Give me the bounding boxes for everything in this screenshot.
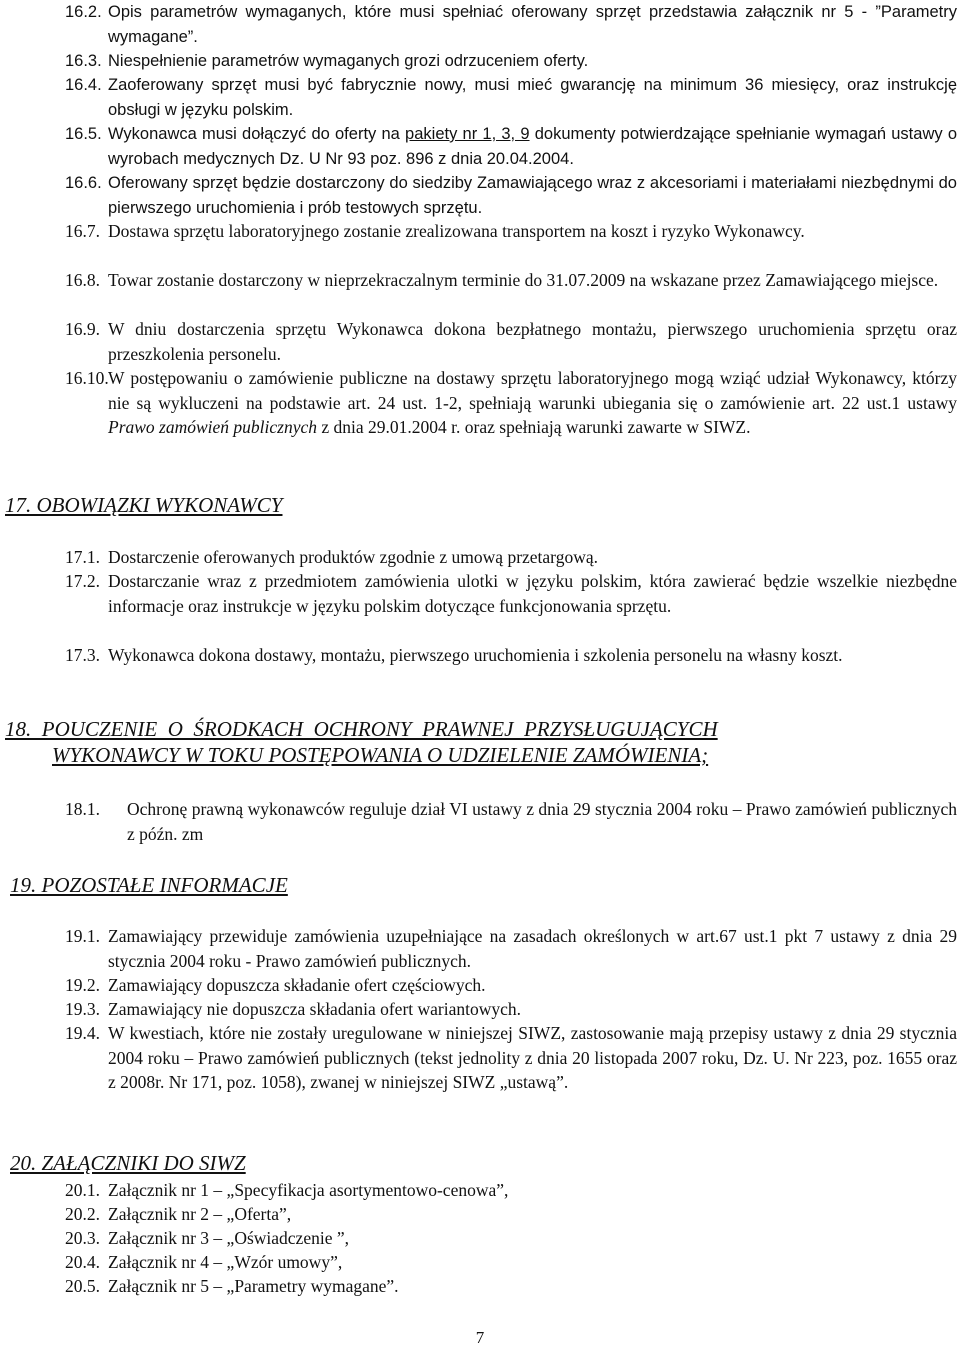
item-number: 20.1. xyxy=(65,1180,100,1200)
item-number: 16.6. xyxy=(65,174,102,192)
item-text: Niespełnienie parametrów wymaganych grozi odrzuceniem oferty. xyxy=(108,52,589,70)
item-text: Zamawiający przewiduje zamówienia uzupełniające na zasadach określonych w art.67 ust.1 pkt 7 ustawy z dnia 29 stycznia 2004 roku - Prawo zamówień publicznych. xyxy=(108,926,957,971)
item-16-2 xyxy=(65,0,957,49)
item-text: Ochronę prawną wykonawców reguluje dział VI ustawy z dnia 29 stycznia 2004 roku – Prawo zamówień publicznych z późn. zm xyxy=(127,799,957,844)
text-part: z dnia 29.01.2004 r. oraz spełniają warunki zawarte w SIWZ. xyxy=(317,417,751,437)
item-number: 20.2. xyxy=(65,1204,100,1224)
item-text: Dostawa sprzętu laboratoryjnego zostanie zrealizowana transportem na koszt i ryzyko Wykonawcy. xyxy=(108,221,805,241)
item-number: 19.1. xyxy=(65,926,100,946)
item-19-1 xyxy=(65,924,957,973)
item-number: 16.5. xyxy=(65,125,102,143)
item-number: 20.4. xyxy=(65,1252,100,1272)
item-number: 16.10. xyxy=(65,368,109,388)
item-19-3 xyxy=(65,997,957,1022)
item-text xyxy=(108,122,957,171)
item-text xyxy=(108,366,957,440)
item-16-8 xyxy=(65,268,957,293)
item-16-9 xyxy=(65,317,957,366)
item-number: 16.9. xyxy=(65,319,100,339)
item-number: 17.1. xyxy=(65,547,100,567)
text-part: Wykonawca musi dołączyć do oferty na xyxy=(108,125,406,143)
item-number: 18.1. xyxy=(65,799,100,819)
item-text: Towar zostanie dostarczony w nieprzekraczalnym terminie do 31.07.2009 na wskazane przez Zamawiającego miejsce. xyxy=(108,270,939,290)
item-16-3 xyxy=(65,49,957,74)
item-number: 16.4. xyxy=(65,76,102,94)
item-17-3 xyxy=(65,643,957,668)
item-19-4 xyxy=(65,1021,957,1095)
item-number: 16.2. xyxy=(65,3,102,21)
item-number: 16.8. xyxy=(65,270,100,290)
section-18-heading-line1: 18. POUCZENIE O ŚRODKACH OCHRONY PRAWNEJ PRZYSŁUGUJĄCYCH xyxy=(5,717,718,741)
item-19-2 xyxy=(65,973,957,998)
item-16-7 xyxy=(65,219,957,244)
item-number: 19.2. xyxy=(65,975,100,995)
item-17-1 xyxy=(65,545,957,570)
act-title: Prawo zamówień publicznych xyxy=(108,417,318,437)
item-number: 17.3. xyxy=(65,645,100,665)
item-text: Zaoferowany sprzęt musi być fabrycznie nowy, musi mieć gwarancję na minimum 36 miesięcy, oraz instrukcję obsługi w języku polskim. xyxy=(108,76,957,119)
item-17-2 xyxy=(65,569,957,618)
item-20-1 xyxy=(65,1178,957,1203)
item-text: Załącznik nr 3 – „Oświadczenie ”, xyxy=(108,1228,349,1248)
item-text: Załącznik nr 1 – „Specyfikacja asortymentowo-cenowa”, xyxy=(108,1180,509,1200)
item-text: Załącznik nr 2 – „Oferta”, xyxy=(108,1204,292,1224)
item-text: Dostarczanie wraz z przedmiotem zamówienia ulotki w języku polskim, która zawierać będzie wszelkie niezbędne informacje oraz instrukcje w języku polskim dotyczące funkcjonowania sprzętu. xyxy=(108,571,957,616)
item-number: 19.4. xyxy=(65,1023,100,1043)
item-number: 20.3. xyxy=(65,1228,100,1248)
item-text: Załącznik nr 5 – „Parametry wymagane”. xyxy=(108,1276,399,1296)
item-text: Zamawiający nie dopuszcza składania ofert wariantowych. xyxy=(108,999,522,1019)
item-number: 16.3. xyxy=(65,52,102,70)
section-18-heading-line2: WYKONAWCY W TOKU POSTĘPOWANIA O UDZIELENIE ZAMÓWIENIA; xyxy=(52,743,709,767)
item-number: 16.7. xyxy=(65,221,100,241)
section-19-heading: 19. POZOSTAŁE INFORMACJE xyxy=(10,873,288,897)
pakiety-reference: pakiety nr 1, 3, 9 xyxy=(405,125,530,143)
item-16-6 xyxy=(65,171,957,220)
item-16-5 xyxy=(65,122,957,171)
section-17-heading: 17. OBOWIĄZKI WYKONAWCY xyxy=(5,493,283,517)
item-20-3 xyxy=(65,1226,957,1251)
item-number: 17.2. xyxy=(65,571,100,591)
item-number: 20.5. xyxy=(65,1276,100,1296)
item-number: 19.3. xyxy=(65,999,100,1019)
item-16-10 xyxy=(65,366,957,440)
item-16-4 xyxy=(65,73,957,122)
item-18-1 xyxy=(65,797,957,846)
item-text: Oferowany sprzęt będzie dostarczony do siedziby Zamawiającego wraz z akcesoriami i materiałami niezbędnymi do pierwszego uruchomienia i prób testowych sprzętu. xyxy=(108,174,957,217)
text-part: W postępowaniu o zamówienie publiczne na dostawy sprzętu laboratoryjnego mogą wziąć udział Wykonawcy, którzy nie są wykluczeni na podstawie art. 24 ust. 1-2, spełniają warunki ubiegania się o zamówienie art. 22 ust.1 ustawy xyxy=(108,368,957,413)
item-text: Wykonawca dokona dostawy, montażu, pierwszego uruchomienia i szkolenia personelu na własny koszt. xyxy=(108,645,843,665)
item-20-5 xyxy=(65,1274,957,1299)
item-text: W kwestiach, które nie zostały uregulowane w niniejszej SIWZ, zastosowanie mają przepisy ustawy z dnia 29 stycznia 2004 roku – Prawo zamówień publicznych (tekst jednolity z dnia 20 listopada 2007 roku, Dz. U. Nr 223, poz. 1655 oraz z 2008r. Nr 171, poz. 1058), zwanej w niniejszej SIWZ „ustawą”. xyxy=(108,1023,957,1092)
item-20-2 xyxy=(65,1202,957,1227)
item-text: Opis parametrów wymaganych, które musi spełniać oferowany sprzęt przedstawia załącznik nr 5 - ”Parametry wymagane”. xyxy=(108,3,957,46)
item-text: W dniu dostarczenia sprzętu Wykonawca dokona bezpłatnego montażu, pierwszego uruchomienia sprzętu oraz przeszkolenia personelu. xyxy=(108,319,957,364)
item-20-4 xyxy=(65,1250,957,1275)
item-text: Załącznik nr 4 – „Wzór umowy”, xyxy=(108,1252,343,1272)
text-part: dokumenty potwierdzające spełnianie wymagań ustawy o wyrobach medycznych Dz. U Nr 93 poz. 896 z dnia 20.04.2004. xyxy=(108,125,957,168)
item-text: Zamawiający dopuszcza składanie ofert częściowych. xyxy=(108,975,486,995)
section-20-heading: 20. ZAŁĄCZNIKI DO SIWZ xyxy=(10,1151,246,1175)
item-text: Dostarczenie oferowanych produktów zgodnie z umową przetargową. xyxy=(108,547,598,567)
page-number: 7 xyxy=(475,1328,485,1347)
